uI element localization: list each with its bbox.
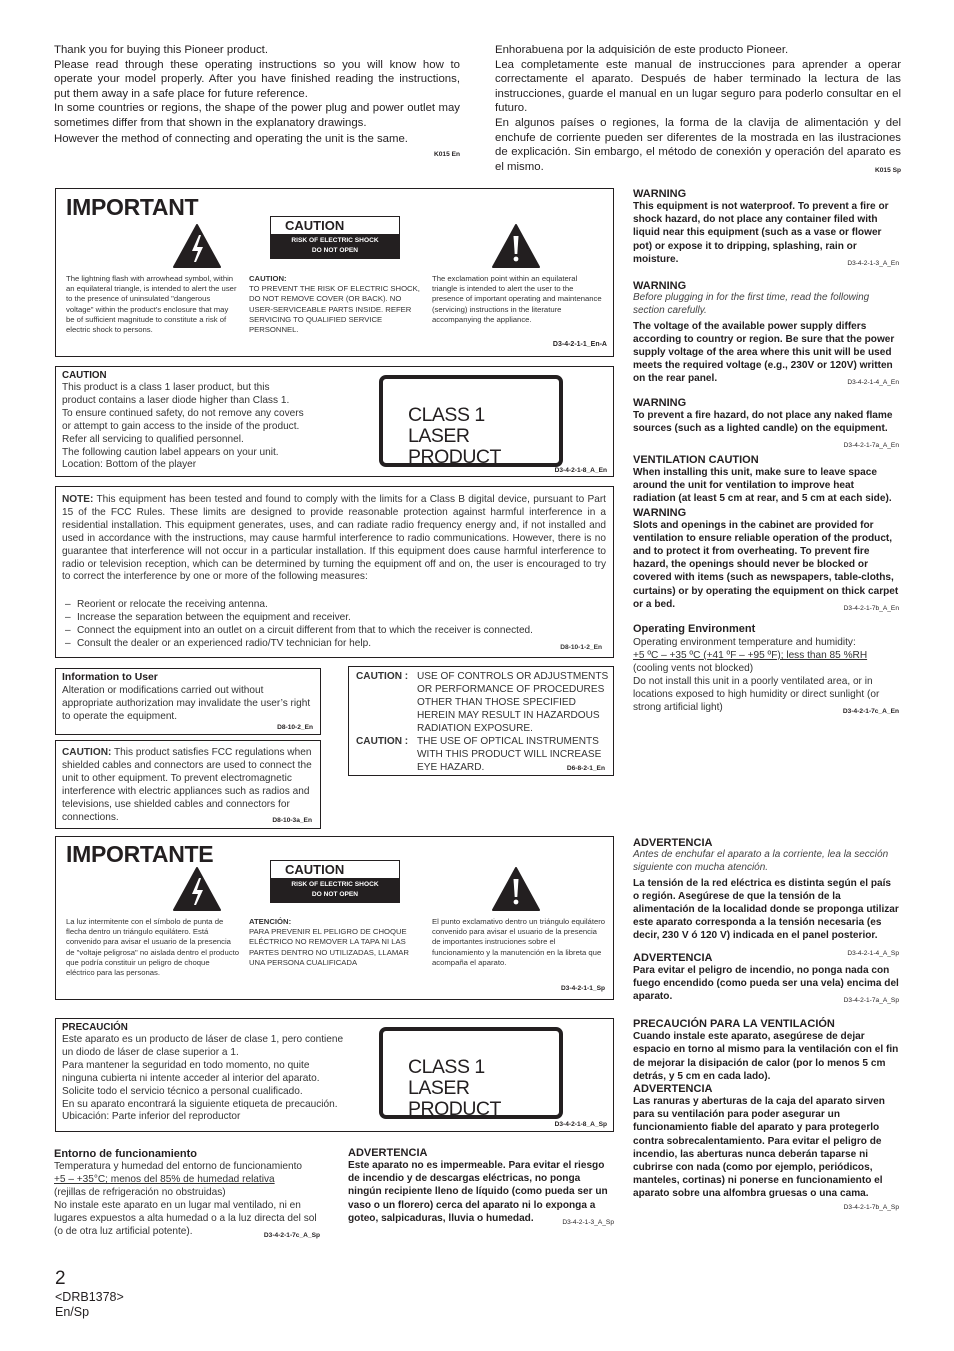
advertencia-text: Este aparato no es impermeable. Para evitar el riesgo de incendio y de descargas eléctricas, no ponga ningún recipiente lleno de líquido (como pueda ser un vaso o un florero) cerca del aparato ni lo exponga a goteo, salpicaduras, lluvia o humedad. D3-4-2-1-3_A_Sp	[348, 1159, 614, 1225]
environment-range: +5 ºC – +35 ºC (+41 ºF – +95 ºF); less than 85 %RH	[633, 649, 868, 661]
caution-label	[270, 860, 400, 903]
entorno-line: Temperatura y humedad del entorno de funcionamiento	[54, 1161, 303, 1172]
doc-code: D3-4-2-1-4_A_Sp	[847, 949, 899, 957]
page-footer	[55, 1268, 124, 1320]
doc-code: D3-4-2-1-3_A_Sp	[562, 1218, 614, 1226]
environment-line: Do not install this unit in a poorly ventilated area, or in locations exposed to high humidity or direct sunlight (or strong artificial light) D3-4-2-1-7c_A_En	[633, 676, 899, 715]
advertencia-text: Las ranuras y aberturas de la caja del aparato sirven para su ventilación para poder asegurar un funcionamiento fiable del aparato y para protegerlo contra sobrecalentamiento. Para evitar el peligro de incendio, las aberturas nunca deberán taparse ni cubrirse con nada (como por ejemplo, periódicos, manteles, cortinas) ni ponerse en funcionamiento el aparato sobre una alfombra gruesas o una cama.	[633, 1096, 885, 1200]
class1-laser-label	[379, 375, 563, 467]
entorno-section	[54, 1148, 320, 1242]
fcc-caution-lead: CAUTION:	[62, 747, 112, 758]
fcc-note-text	[62, 494, 606, 584]
ventilation-heading: VENTILATION CAUTION	[633, 454, 759, 467]
laser-precaution-box	[55, 1018, 614, 1132]
laser-line: Para mantener la seguridad en todo momento, no quite	[62, 1059, 310, 1071]
environment-line: (cooling vents not blocked)	[633, 662, 754, 674]
laser-line: This product is a class 1 laser product, but this	[62, 382, 270, 393]
list-item: – Increase the separation between the equipment and receiver.	[62, 612, 606, 625]
fcc-caution-text	[62, 747, 316, 824]
intro-spanish	[495, 43, 901, 178]
doc-code: D3-4-2-1-1_Sp	[561, 985, 605, 992]
caution-controls-label: CAUTION :	[356, 736, 409, 747]
lightning-warning-icon	[173, 867, 221, 911]
caution-description-heading: CAUTION:	[249, 274, 287, 283]
warning-text: This equipment is not waterproof. To prevent a fire or shock hazard, do not place any container filed with liquid near this equipment (such as a vase or flower pot) or expose it to dripping, splashing, rain or moisture. D3-4-2-1-3_A_En	[633, 200, 899, 266]
laser-line: En su aparato encontrará la siguiente etiqueta de precaución.	[62, 1098, 338, 1110]
advertencia-intro: Antes de enchufar el aparato a la corriente, lea la sección siguiente con mucha atención.	[633, 849, 889, 873]
entorno-line: (rejillas de refrigeración no obstruidas)	[54, 1186, 226, 1198]
ventilation-text: When installing this unit, make sure to leave space around the unit for ventilation to improve heat radiation (at least 5 cm at rear, and 5 cm at each side).	[633, 467, 892, 505]
advertencia-water-section	[348, 1147, 614, 1229]
exclamation-warning-icon	[492, 224, 540, 268]
environment-line: Operating environment temperature and humidity:	[633, 637, 856, 649]
fcc-caution-body: This product satisfies FCC regulations when shielded cables and connectors are used to connect the unit to other equipment. To prevent electromagnetic interference with electric appliances such as radios and televisions, use shielded cables and connectors for connections.	[62, 747, 312, 823]
advertencia-heading: ADVERTENCIA	[633, 837, 713, 849]
laser-caution-heading: PRECAUCIÓN	[62, 1022, 128, 1033]
doc-code: D8-10-2_En	[277, 724, 313, 731]
warning-heading: WARNING	[633, 396, 687, 409]
advertencia-text: Para evitar el peligro de incendio, no ponga nada con fuego encendido (como pueda ser una vela) encima del aparato. D3-4-2-1-7a_A_Sp	[633, 964, 899, 1004]
doc-code: D3-4-2-1-7c_A_Sp	[263, 1231, 320, 1239]
caution-description-text: TO PREVENT THE RISK OF ELECTRIC SHOCK, DO NOT REMOVE COVER (OR BACK). NO USER-SERVICEABLE PARTS INSIDE. REFER SERVICING TO QUALIFIED SERVICE PERSONNEL.	[249, 284, 420, 335]
doc-code: K015 Sp	[874, 166, 901, 174]
laser-caution-text	[62, 1034, 372, 1124]
caution-label	[270, 216, 400, 259]
lightning-description: La luz intermitente con el símbolo de punta de flecha dentro un triángulo equilátero. Está convenido para avisar el usuario de la presencia de "voltaje peligrosa" no aislada dentro el producto que podría constituir un peligro de choque eléctrico para las personas.	[66, 917, 239, 978]
laser-line: or attempt to gain access to the inside of the product.	[62, 420, 300, 432]
doc-code: D3-4-2-1-7a_A_En	[843, 442, 899, 450]
entorno-heading: Entorno de funcionamiento	[54, 1148, 197, 1160]
laser-line: Ubicación: Parte inferior del reproductor	[62, 1111, 241, 1123]
doc-code: D6-8-2-1_En	[566, 765, 605, 772]
warning-heading: WARNING	[633, 188, 687, 200]
doc-code: D3-4-2-1-7c_A_En	[842, 707, 899, 715]
caution-description-heading: ATENCIÓN:	[249, 917, 292, 926]
doc-code: D8-10-1-2_En	[560, 643, 602, 651]
laser-line: Este aparato es un producto de láser de clase 1, pero contiene	[62, 1034, 344, 1045]
laser-label-line: CLASS 1	[408, 1056, 485, 1078]
caution-label-line: RISK OF ELECTRIC SHOCK	[291, 881, 379, 888]
warning-heading: WARNING	[633, 506, 687, 519]
doc-code: D3-4-2-1-3_A_En	[847, 259, 899, 267]
environment-text	[633, 637, 899, 714]
caution-description-text: PARA PREVENIR EL PELIGRO DE CHOQUE ELÉCTRICO NO REMOVER LA TAPA NI LAS PARTES DENTRO NO UTILIZADAS, LLAMAR UNA PERSONA CUALIFICADA	[249, 927, 409, 967]
laser-line: product contains a laser diode higher than Class 1.	[62, 394, 290, 406]
caution-description	[249, 917, 421, 968]
advertencia-heading: ADVERTENCIA	[348, 1147, 428, 1159]
caution-label-title: CAUTION	[271, 217, 399, 234]
page-number: 2	[55, 1268, 66, 1289]
important-title: IMPORTANT	[66, 194, 199, 220]
warning-text: The voltage of the available power supply differs according to country or region. Be sure that the power supply voltage of the area where this unit will be used meets the required voltage (e.g., 230V or 120V) written on the rear panel. D3-4-2-1-4_A_En	[633, 320, 899, 386]
entorno-line: No instale este aparato en un lugar mal ventilado, ni en lugares expuestos a alta humedad o a la luz directa del sol (o de otra luz artificial potente). D3-4-2-1-7c_A_Sp	[54, 1200, 320, 1239]
lightning-description: The lightning flash with arrowhead symbol, within an equilateral triangle, is intended to alert the user to the presence of uninsulated "dangerous voltage" within the product's enclosure that may be of sufficient magnitude to constitute a risk of electric shock to persons.	[66, 274, 237, 335]
laser-caution-heading: CAUTION	[62, 370, 107, 381]
fcc-caution-box	[55, 740, 321, 829]
advertencia-text: La tensión de la red eléctrica es distinta según el país o región. Asegúrese de que la tensión de la alimentación de la localidad donde se proponga utilizar este aparato corresponda a la tensión necesaria (es decir, 230 V ó 120 V) indicada en el panel posterior. D3-4-2-1-4_A_Sp	[633, 877, 899, 943]
intro-english	[54, 43, 460, 163]
fcc-note-box	[55, 486, 614, 658]
warning-intro: Before plugging in for the first time, read the following section carefully.	[633, 292, 870, 316]
warning-heading: WARNING	[633, 280, 687, 293]
doc-code: D3-4-2-1-8_A_Sp	[554, 1121, 607, 1128]
caution-label-title: CAUTION	[271, 861, 399, 878]
info-text: Alteration or modifications carried out without appropriate authorization may invalidate the user’s right to operate the equipment.	[62, 685, 311, 722]
laser-line: un diodo de láser de clase superior a 1.	[62, 1046, 239, 1058]
doc-code: D8-10-3a_En	[272, 817, 312, 824]
doc-code: D3-4-2-1-1_En-A	[552, 341, 607, 348]
info-heading: Information to User	[62, 672, 158, 683]
intro-paragraph: Please read through these operating instructions so you will know how to operate your model properly. After you have finished reading the instructions, put them away in a safe place for future reference.	[54, 58, 460, 100]
caution-controls-box	[348, 666, 614, 776]
doc-code: D3-4-2-1-7b_A_En	[843, 604, 899, 612]
right-column-english	[633, 188, 899, 719]
exclamation-warning-icon	[492, 867, 540, 911]
caution-label-line: DO NOT OPEN	[311, 890, 359, 898]
advertencia-heading: ADVERTENCIA	[633, 1083, 713, 1096]
entorno-text	[54, 1161, 320, 1238]
intro-paragraph: Enhorabuena por la adquisición de este producto Pioneer.	[495, 44, 789, 56]
fcc-measures-list	[62, 599, 606, 655]
doc-code: D3-4-2-1-7a_A_Sp	[843, 997, 899, 1005]
laser-line: The following caution label appears on your unit.	[62, 446, 279, 458]
warning-text: Slots and openings in the cabinet are provided for ventilation to ensure reliable operation of the product, and to protect it from overheating. To prevent fire hazard, the openings should never be blocked or covered with items (such as newspapers, table-cloths, curtains) or by operating the equipment on thick carpet or a bed. D3-4-2-1-7b_A_En	[633, 519, 899, 611]
laser-caution-text	[62, 382, 362, 472]
list-item: – Connect the equipment into an outlet on a circuit different from that to which the receiver is connected.	[62, 625, 606, 638]
doc-code: K015 En	[433, 151, 460, 159]
language-code: En/Sp	[55, 1305, 90, 1319]
class1-laser-label	[379, 1027, 563, 1119]
ventilacion-heading: PRECAUCIÓN PARA LA VENTILACIÓN	[633, 1018, 835, 1031]
list-item: – Reorient or relocate the receiving antenna.	[62, 599, 606, 612]
laser-label-line: LASER PRODUCT	[408, 425, 501, 468]
laser-line: Refer all servicing to qualified personnel.	[62, 433, 244, 445]
doc-code: D3-4-2-1-8_A_En	[554, 467, 607, 474]
importante-title: IMPORTANTE	[66, 841, 214, 867]
doc-code: D3-4-2-1-4_A_En	[847, 379, 899, 387]
exclamation-description: El punto exclamativo dentro un triángulo equilátero convenido para avisar el usuario de la presencia de importantes instruciones sobre el funcionamiento y la manutención en la libreta que acompaña el aparato.	[432, 917, 606, 967]
fcc-note-body: This equipment has been tested and found to comply with the limits for a Class B digital device, pursuant to Part 15 of the FCC Rules. These limits are designed to provide reasonable protection against harmful interference in a residential installation. This equipment generates, uses, and can radiate radio frequency energy and, if not installed and used in accordance with the instructions, may cause harmful interference to radio communications. However, there is no guarantee that interference will not occur in a particular installation. If this equipment does cause harmful interference to radio or television reception, which can be determined by turning the equipment off and on, the user is encouraged to try to correct the interference by one or more of the following measures:	[62, 494, 606, 583]
intro-paragraph: Lea completamente este manual de instrucciones para aprender a operar correctamente el aparato. Después de haber terminado la lectura de las instrucciones, guarde el manual en un lugar seguro para poderlo consultar en el futuro.	[495, 58, 901, 115]
laser-line: ninguna cubierta ni intente acceder al interior del aparato.	[62, 1072, 320, 1084]
caution-label-line: RISK OF ELECTRIC SHOCK	[291, 237, 379, 244]
important-box	[55, 188, 614, 357]
caution-description	[249, 274, 421, 335]
exclamation-description: The exclamation point within an equilateral triangle is intended to alert the user to the presence of important operating and maintenance (servicing) instructions in the literature accompanying the appliance.	[432, 274, 602, 324]
laser-caution-box	[55, 366, 614, 477]
caution-controls-text: USE OF CONTROLS OR ADJUSTMENTS OR PERFORMANCE OF PROCEDURES OTHER THAN THOSE SPECIFIED HEREIN MAY RESULT IN HAZARDOUS RADIATION EXPOSURE.	[417, 671, 609, 734]
intro-paragraph: Thank you for buying this Pioneer product.	[54, 44, 269, 56]
right-column-spanish	[633, 837, 899, 1211]
caution-controls-text: THE USE OF OPTICAL INSTRUMENTS WITH THIS PRODUCT WILL INCREASE EYE HAZARD.	[417, 736, 602, 773]
laser-line: Solicite todo el servicio técnico a personal cualificado.	[62, 1085, 303, 1097]
laser-line: To ensure continued safety, do not remove any covers	[62, 407, 304, 419]
advertencia-heading: ADVERTENCIA	[633, 951, 713, 964]
laser-line: Location: Bottom of the player	[62, 459, 197, 471]
environment-heading: Operating Environment	[633, 623, 756, 636]
intro-paragraph: In some countries or regions, the shape of the power plug and power outlet may sometimes differ from that shown in the explanatory drawings.	[54, 102, 460, 129]
doc-code: D3-4-2-1-7b_A_Sp	[843, 1203, 899, 1211]
laser-label-line: CLASS 1	[408, 404, 485, 426]
warning-text: To prevent a fire hazard, do not place any naked flame sources (such as a lighted candle) on the equipment. D3-4-2-1-7a_A_En	[633, 409, 899, 435]
intro-paragraph: However the method of connecting and operating the unit is the same.	[54, 132, 408, 145]
info-to-user-box	[55, 668, 321, 735]
caution-label-line: DO NOT OPEN	[311, 246, 359, 254]
list-item: – Consult the dealer or an experienced radio/TV technician for help. D8-10-1-2_En	[62, 638, 606, 651]
model-code: <DRB1378>	[55, 1290, 124, 1304]
fcc-note-lead: NOTE:	[62, 494, 94, 505]
entorno-range: +5 – +35°C; menos del 85% de humedad relativa	[54, 1173, 275, 1185]
intro-paragraph: En algunos países o regiones, la forma de la clavija de alimentación y del enchufe de corriente pueden ser diferentes de la mostrada en las ilustraciones de explicación. Sin embargo, el método de conexión y operación del aparato es el mismo. K015 Sp	[495, 116, 901, 174]
caution-controls-label: CAUTION :	[356, 671, 409, 682]
importante-box	[55, 836, 614, 1000]
lightning-warning-icon	[173, 224, 221, 268]
ventilacion-text: Cuando instale este aparato, asegúrese de dejar espacio en torno al mismo para la ventilación con el fin de mejorar la disipación de calor (por lo menos 5 cm detrás, y 5 cm en cada lado).	[633, 1031, 899, 1082]
laser-label-line: LASER PRODUCT	[408, 1077, 501, 1120]
